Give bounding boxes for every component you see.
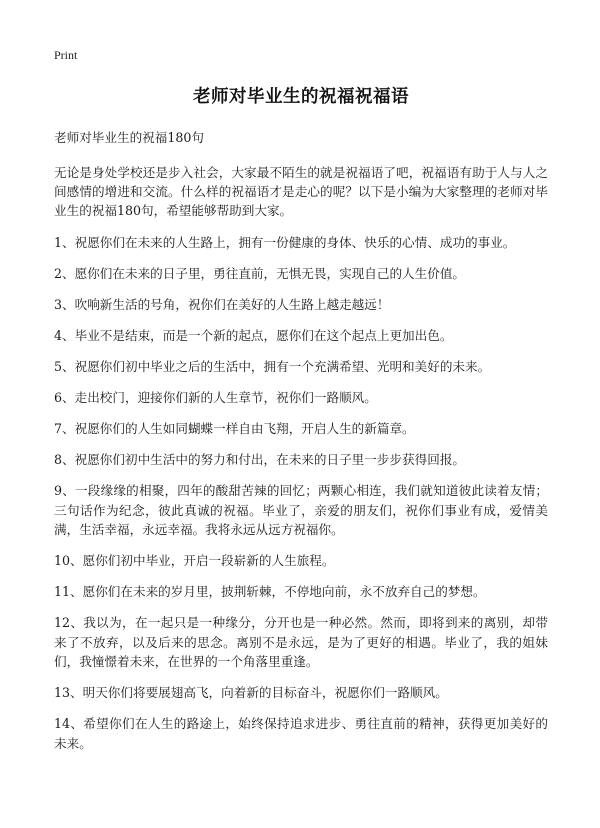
blessing-item: 5、祝愿你们初中毕业之后的生活中，拥有一个充满希望、光明和美好的未来。 [54,359,491,374]
subtitle: 老师对毕业生的祝福180句 [54,130,204,145]
blessing-item: 14、希望你们在人生的路途上，始终保持追求进步、勇往直前的精神，获得更加美好的未来。 [54,716,548,751]
blessing-item: 4、毕业不是结束，而是一个新的起点，愿你们在这个起点上更加出色。 [54,328,453,343]
blessing-item: 9、一段缘缘的相聚，四年的酸甜苦辣的回忆；两颗心相连，我们就知道彼此读着友情；三句话作为纪念，彼此真诚的祝福。毕业了，亲爱的朋友们，祝你们事业有成，爱情美满，生活幸福，永远幸福。我将永远从远方祝福你。 [54,483,548,537]
blessing-item: 8、祝愿你们初中生活中的努力和付出，在未来的日子里一步步获得回报。 [54,452,466,467]
print-link[interactable]: Print [54,48,78,62]
intro-paragraph: 无论是身处学校还是步入社会，大家最不陌生的就是祝福语了吧，祝福语有助于人与人之间感情的增进和交流。什么样的祝福语才是走心的呢？以下是小编为大家整理的老师对毕业生的祝福180句，希望能够帮助到大家。 [54,165,548,218]
blessing-item: 7、祝愿你们的人生如同蝴蝶一样自由飞翔，开启人生的新篇章。 [54,421,415,436]
blessing-item: 2、愿你们在未来的日子里，勇往直前，无惧无畏，实现自己的人生价值。 [54,266,466,281]
blessing-item: 11、愿你们在未来的岁月里，披荆斩棘，不停地向前，永不放弃自己的梦想。 [54,584,486,599]
blessing-item: 1、祝愿你们在未来的人生路上，拥有一份健康的身体、快乐的心情、成功的事业。 [54,235,516,250]
blessing-item: 6、走出校门，迎接你们新的人生章节，祝你们一路顺风。 [54,390,377,405]
page-title: 老师对毕业生的祝福祝福语 [193,87,409,107]
blessing-list [54,233,548,753]
blessing-item: 12、我以为，在一起只是一种缘分，分开也是一种必然。然而，即将到来的离别，却带来了不放弃，以及后来的思念。离别不是永远，是为了更好的相遇。毕业了，我的姐妹们，我憧憬着未来，在世界的一个角落里重逢。 [54,615,548,669]
blessing-item: 3、吹响新生活的号角，祝你们在美好的人生路上越走越远！ [54,297,390,312]
blessing-item: 13、明天你们将要展翅高飞，向着新的目标奋斗，祝愿你们一路顺风。 [54,685,448,700]
blessing-item: 10、愿你们初中毕业，开启一段崭新的人生旅程。 [54,553,335,568]
